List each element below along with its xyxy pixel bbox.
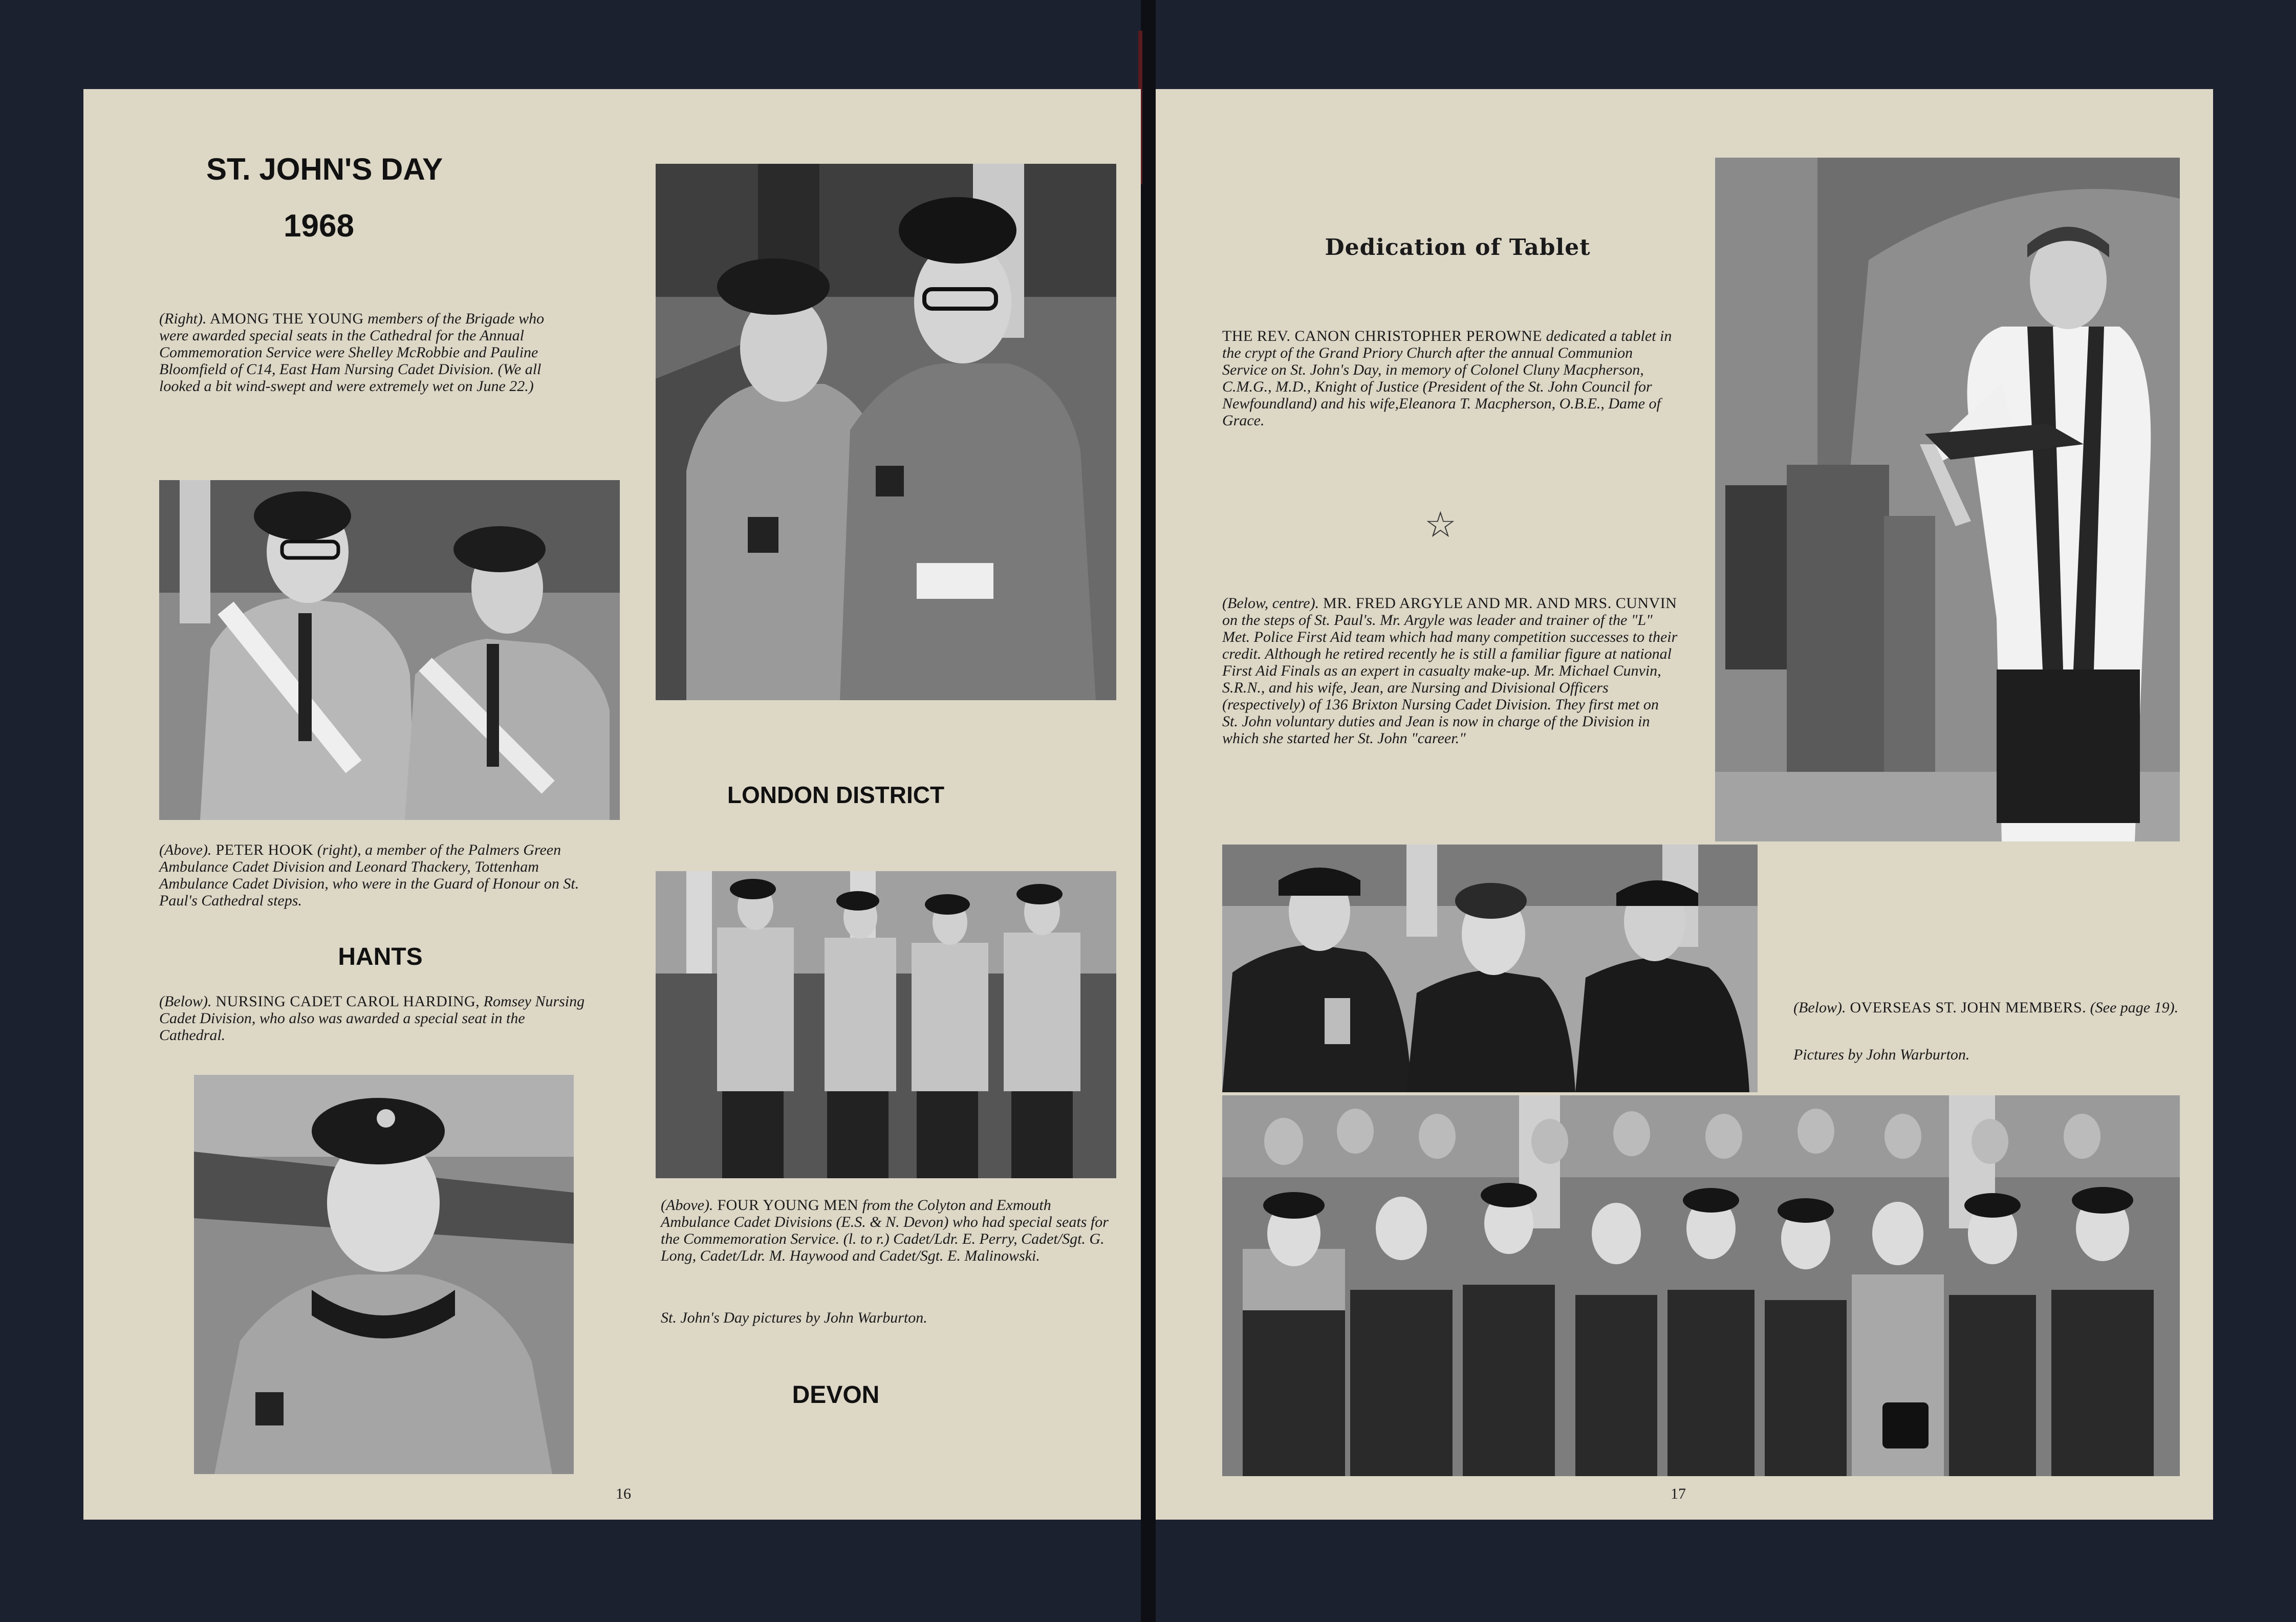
photo-credit-right: Pictures by John Warburton.: [1793, 1046, 1970, 1063]
heading-devon: DEVON: [792, 1381, 880, 1409]
left-page: [83, 89, 1141, 1520]
caption-argyle-and-cunvin: (Below, centre). MR. FRED ARGYLE AND MR. AND MRS. CUNVIN on the steps of St. Paul's. Mr. Argyle was leader and trainer of the "L" Met. Police First Aid team which had many competition successes to their credit. Although he retired recently he is still a familiar figure at national First Aid Finals as an expert in casualty make-up. Mr. Michael Cunvin, S.R.N., and his wife, Jean, are Nursing and Divisional Officers (respectively) of 136 Brixton Nursing Cadet Division. They first met on St. John voluntary duties and Jean is now in charge of the Division in which she started her St. John "career.": [1222, 595, 1678, 747]
caption-dedication: THE REV. CANON CHRISTOPHER PEROWNE dedicated a tablet in the crypt of the Grand Priory Church after the annual Communion Service on St. John's Day, in memory of Colonel Cluny Macpherson, C.M.G., M.D., Knight of Justice (President of the St. John Council for Newfoundland) and his wife,Eleanora T. Macpherson, O.B.E., Dame of Grace.: [1222, 328, 1672, 429]
heading-hants: HANTS: [338, 943, 423, 970]
photo-overseas-st-john-members: [1222, 1095, 2180, 1476]
photo-canon-dedicating-tablet: [1715, 158, 2180, 841]
photo-credit-left: St. John's Day pictures by John Warburton.: [661, 1309, 927, 1326]
star-ornament: ☆: [1424, 504, 1457, 546]
page-number-right: 17: [1671, 1485, 1686, 1502]
spine-gutter: [1141, 0, 1156, 1622]
photo-peter-hook-and-leonard-thackery: [159, 480, 620, 820]
caption-four-young-men: (Above). FOUR YOUNG MEN from the Colyton and Exmouth Ambulance Cadet Divisions (E.S. & N. Devon) who had special seats for the Commemoration Service. (l. to r.) Cadet/Ldr. E. Perry, Cadet/Sgt. G. Long, Cadet/Ldr. M. Haywood and Cadet/Sgt. E. Malinowski.: [661, 1197, 1109, 1264]
page-title-year: 1968: [284, 208, 354, 244]
right-page: [1156, 89, 2213, 1520]
page-number-left: 16: [616, 1485, 631, 1502]
caption-peter-hook: (Above). PETER HOOK (right), a member of the Palmers Green Ambulance Cadet Division and Leonard Thackery, Tottenham Ambulance Cadet Division, who were in the Guard of Honour on St. Paul's Cathedral steps.: [159, 841, 579, 909]
photo-four-young-men: [656, 871, 1116, 1178]
caption-carol-harding: (Below). NURSING CADET CAROL HARDING, Romsey Nursing Cadet Division, who also was awarded a special seat in the Cathedral.: [159, 993, 585, 1044]
photo-carol-harding: [194, 1075, 574, 1474]
heading-dedication-of-tablet: Dedication of Tablet: [1325, 234, 1591, 261]
page-title: ST. JOHN'S DAY: [206, 152, 443, 186]
caption-overseas-members: (Below). OVERSEAS ST. JOHN MEMBERS. (See page 19).: [1793, 999, 2179, 1016]
photo-two-nursing-cadets: [656, 164, 1116, 700]
heading-london-district: LONDON DISTRICT: [727, 782, 945, 808]
photo-argyle-and-cunvins: [1222, 845, 1758, 1092]
caption-among-the-young: (Right). AMONG THE YOUNG members of the Brigade who were awarded special seats in the Cathedral for the Annual Commemoration Service were Shelley McRobbie and Pauline Bloomfield of C14, East Ham Nursing Cadet Division. (We all looked a bit wind-swept and were extremely wet on June 22.): [159, 310, 545, 395]
